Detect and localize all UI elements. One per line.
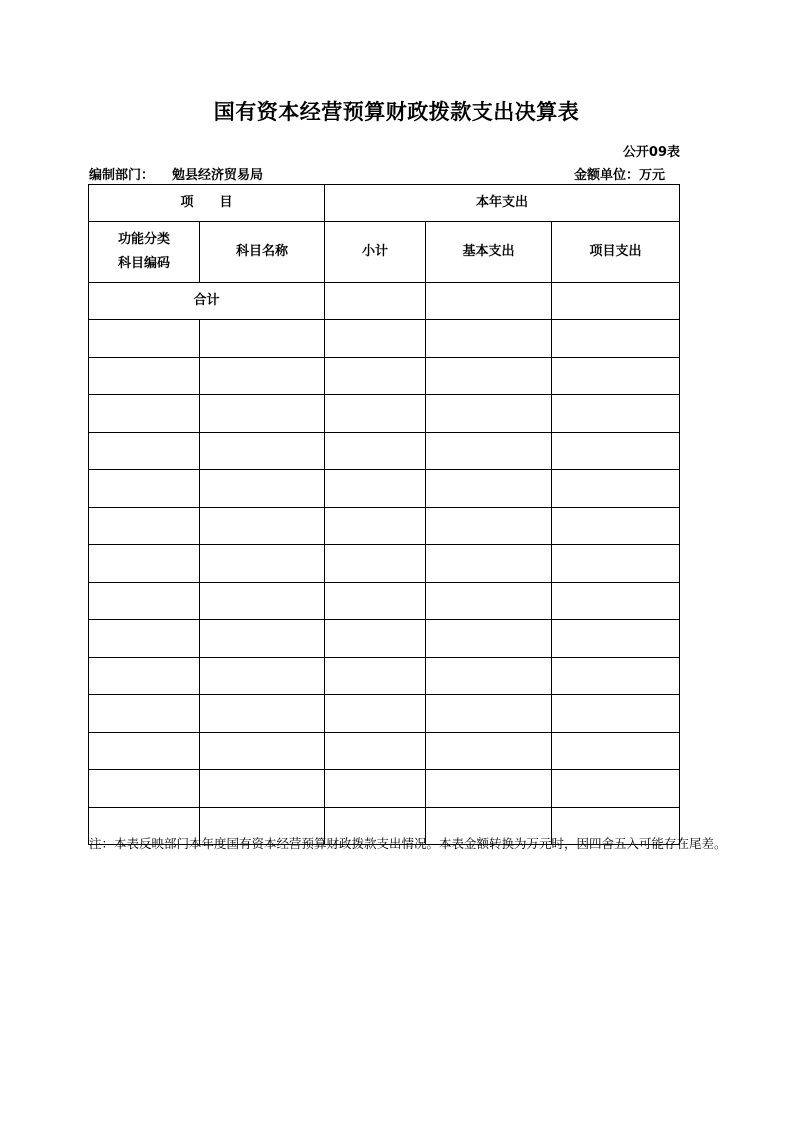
table-cell (200, 545, 325, 583)
table-row (89, 733, 680, 770)
header-function-code (89, 222, 200, 283)
table-cell (200, 395, 325, 433)
table-cell (325, 583, 426, 620)
table-cell (426, 695, 552, 733)
table-cell (426, 658, 552, 695)
table-cell (89, 508, 200, 545)
table-cell (200, 508, 325, 545)
table-cell (325, 770, 426, 808)
table-row (89, 545, 680, 583)
header-function-code-line2: 科目编码 (117, 256, 170, 271)
table-cell (325, 395, 426, 433)
table-cell (552, 433, 680, 470)
table-cell (426, 320, 552, 358)
table-cell (426, 508, 552, 545)
header-project-expenditure: 项目支出 (552, 222, 680, 283)
table-cell (200, 320, 325, 358)
table-cell (426, 358, 552, 395)
total-project-cell (552, 283, 680, 320)
expenditure-table (88, 184, 680, 845)
table-cell (325, 695, 426, 733)
total-subtotal-cell (325, 283, 426, 320)
total-label: 合计 (89, 283, 325, 320)
table-cell (325, 733, 426, 770)
table-cell (426, 733, 552, 770)
table-cell (552, 695, 680, 733)
table-cell (552, 658, 680, 695)
header-function-code-line1: 功能分类 (117, 232, 170, 247)
table-row (89, 658, 680, 695)
page-title: 国有资本经营预算财政拨款支出决算表 (213, 100, 580, 124)
table-cell (200, 770, 325, 808)
table-cell (200, 470, 325, 508)
department-name: 勉县经济贸易局 (172, 168, 264, 183)
table-cell (325, 620, 426, 658)
table-cell (552, 508, 680, 545)
table-cell (426, 770, 552, 808)
table-cell (325, 545, 426, 583)
table-cell (325, 433, 426, 470)
table-cell (325, 508, 426, 545)
table-cell (426, 620, 552, 658)
table-cell (89, 395, 200, 433)
table-cell (325, 358, 426, 395)
department-line (89, 164, 263, 183)
table-cell (426, 433, 552, 470)
table-row (89, 583, 680, 620)
header-row-2 (89, 222, 680, 283)
table-cell (89, 545, 200, 583)
table-cell (89, 470, 200, 508)
table-cell (325, 470, 426, 508)
header-subject-name: 科目名称 (200, 222, 325, 283)
table-row (89, 320, 680, 358)
table-cell (552, 470, 680, 508)
header-subtotal: 小计 (325, 222, 426, 283)
department-label: 编制部门： (89, 168, 155, 183)
table-cell (552, 358, 680, 395)
table-cell (89, 695, 200, 733)
table-cell (89, 583, 200, 620)
table-row (89, 358, 680, 395)
table-cell (552, 770, 680, 808)
table-cell (426, 395, 552, 433)
header-row-1 (89, 185, 680, 222)
header-basic-expenditure: 基本支出 (426, 222, 552, 283)
header-item: 项 目 (89, 185, 325, 222)
table-row (89, 433, 680, 470)
table-cell (552, 320, 680, 358)
table-row (89, 620, 680, 658)
table-cell (200, 695, 325, 733)
table-cell (89, 433, 200, 470)
table-cell (200, 433, 325, 470)
table-cell (89, 658, 200, 695)
table-cell (200, 358, 325, 395)
total-row (89, 283, 680, 320)
table-row (89, 695, 680, 733)
table-cell (89, 620, 200, 658)
table-cell (200, 620, 325, 658)
table-row (89, 395, 680, 433)
table-cell (552, 395, 680, 433)
table-cell (325, 320, 426, 358)
table-cell (426, 470, 552, 508)
table-cell (552, 583, 680, 620)
table-cell (89, 358, 200, 395)
table-cell (200, 733, 325, 770)
table-row (89, 508, 680, 545)
table-cell (552, 545, 680, 583)
table-row (89, 470, 680, 508)
table-cell (89, 770, 200, 808)
table-cell (200, 658, 325, 695)
table-cell (200, 583, 325, 620)
total-basic-cell (426, 283, 552, 320)
footnote: 注：本表反映部门本年度国有资本经营预算财政拨款支出情况。本表金额转换为万元时，因四舍五入可能存在尾差。 (89, 836, 727, 851)
form-number: 公开09表 (622, 145, 680, 160)
amount-unit: 金额单位：万元 (573, 168, 665, 183)
table-cell (89, 733, 200, 770)
table-cell (89, 320, 200, 358)
table-cell (325, 658, 426, 695)
table-row (89, 770, 680, 808)
table-cell (426, 545, 552, 583)
header-current-year: 本年支出 (325, 185, 680, 222)
table-cell (426, 583, 552, 620)
table-cell (552, 620, 680, 658)
table-cell (552, 733, 680, 770)
